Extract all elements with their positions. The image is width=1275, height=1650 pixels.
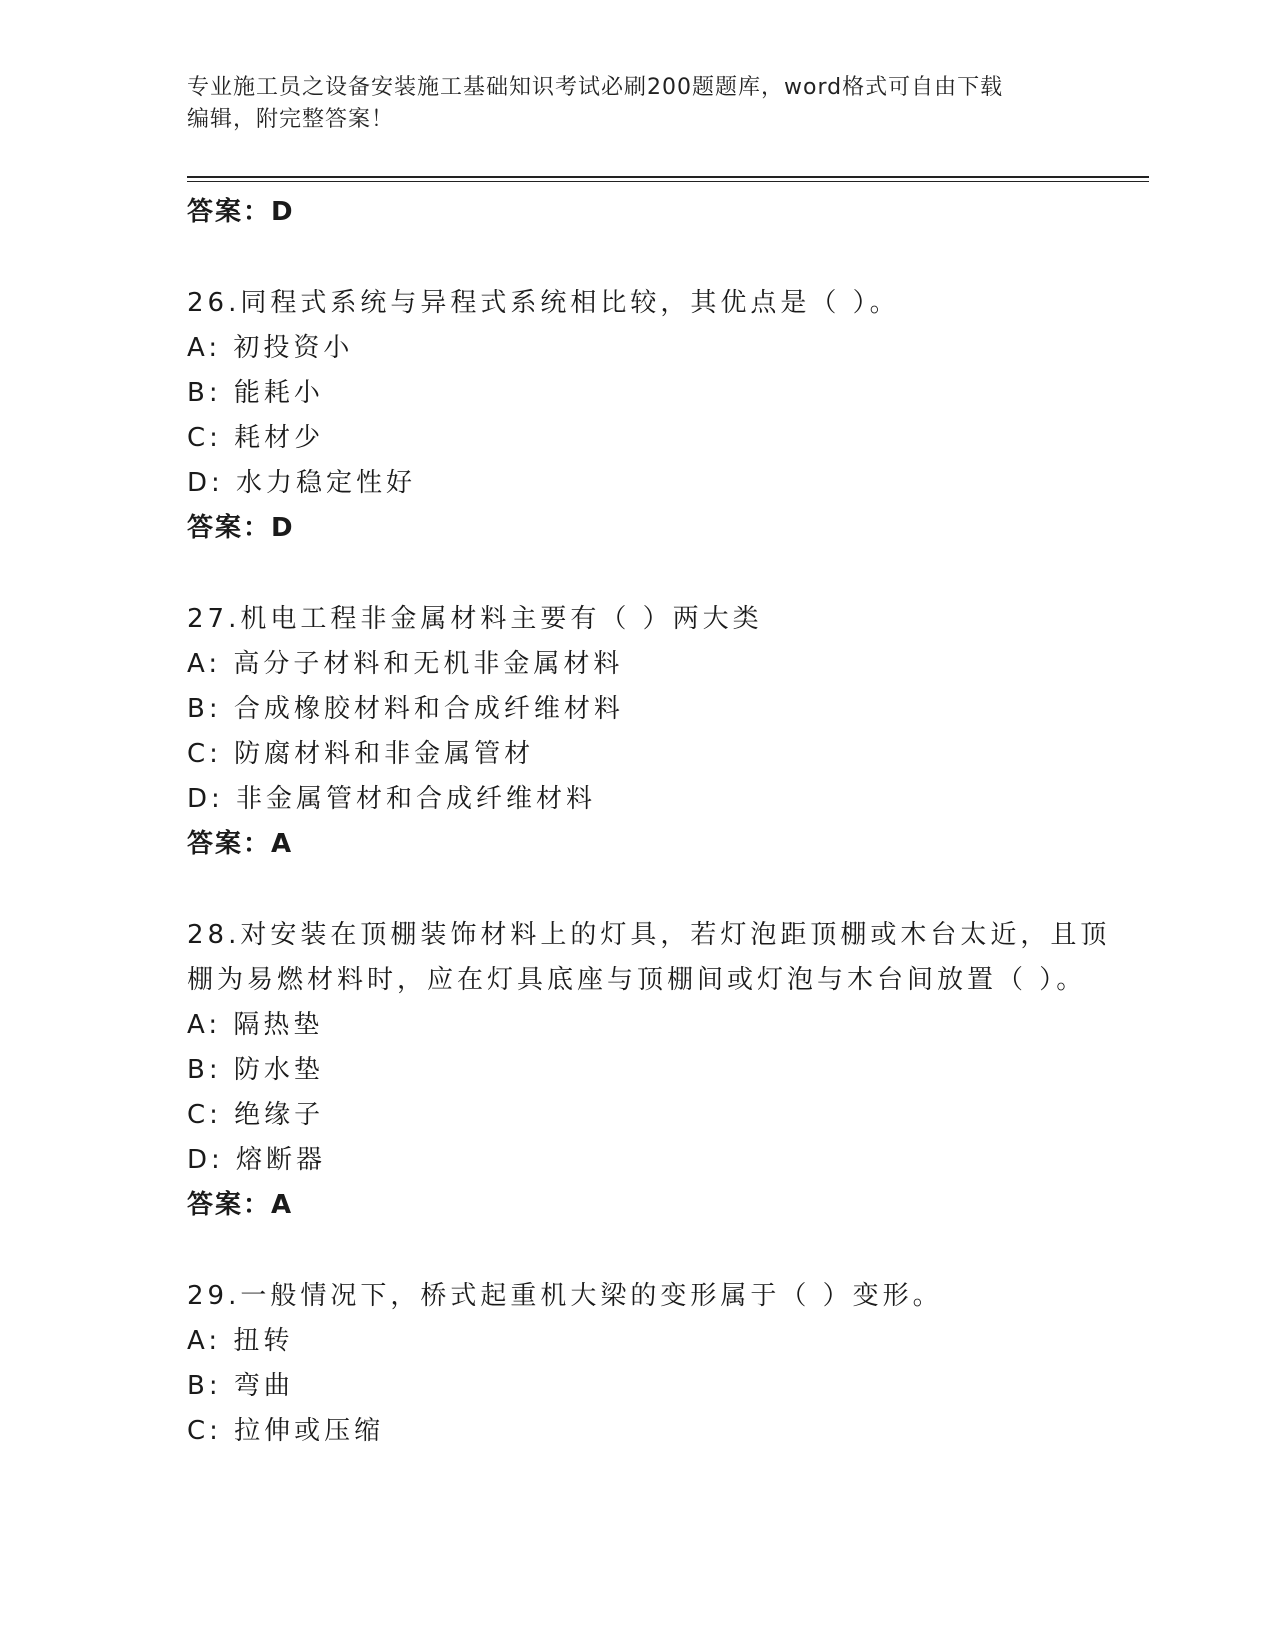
header-rule-thin — [187, 181, 1149, 182]
question-26 — [187, 281, 1087, 551]
spacer — [187, 551, 1087, 597]
question-27 — [187, 597, 1087, 867]
question-text: 26.同程式系统与异程式系统相比较，其优点是（ ）。 — [187, 288, 900, 318]
document-header — [187, 72, 1067, 136]
option-b: B: 能耗小 — [187, 378, 324, 408]
spacer — [187, 235, 1087, 281]
option-d: D: 水力稳定性好 — [187, 468, 417, 498]
option-c: C: 绝缘子 — [187, 1100, 325, 1130]
option-a: A: 高分子材料和无机非金属材料 — [187, 649, 624, 679]
previous-answer: 答案：D — [187, 197, 295, 227]
answer: 答案：D — [187, 513, 295, 543]
question-28 — [187, 913, 1111, 1228]
header-rule-thick — [187, 176, 1149, 178]
option-d: D: 非金属管材和合成纤维材料 — [187, 784, 597, 814]
answer: 答案：A — [187, 829, 294, 859]
question-text: 29.一般情况下，桥式起重机大梁的变形属于（ ）变形。 — [187, 1281, 943, 1311]
question-text-line-1: 28.对安装在顶棚装饰材料上的灯具，若灯泡距顶棚或木台太近，且顶 — [187, 920, 1111, 950]
question-29 — [187, 1274, 1087, 1454]
header-line-2: 编辑，附完整答案！ — [187, 107, 395, 132]
option-a: A: 扭转 — [187, 1326, 294, 1356]
question-text-line-2: 棚为易燃材料时，应在灯具底座与顶棚间或灯泡与木台间放置（ ）。 — [187, 965, 1087, 995]
option-a: A: 初投资小 — [187, 333, 354, 363]
option-c: C: 耗材少 — [187, 423, 325, 453]
option-b: B: 防水垫 — [187, 1055, 324, 1085]
header-line-1: 专业施工员之设备安装施工基础知识考试必刷200题题库，word格式可自由下载 — [187, 75, 1004, 100]
option-b: B: 弯曲 — [187, 1371, 294, 1401]
option-d: D: 熔断器 — [187, 1145, 327, 1175]
option-a: A: 隔热垫 — [187, 1010, 324, 1040]
question-text: 27.机电工程非金属材料主要有（ ）两大类 — [187, 604, 763, 634]
answer: 答案：A — [187, 1190, 294, 1220]
spacer — [187, 867, 1087, 913]
question-list — [187, 190, 1111, 1454]
option-c: C: 防腐材料和非金属管材 — [187, 739, 535, 769]
option-c: C: 拉伸或压缩 — [187, 1416, 385, 1446]
option-b: B: 合成橡胶材料和合成纤维材料 — [187, 694, 624, 724]
spacer — [187, 1228, 1087, 1274]
